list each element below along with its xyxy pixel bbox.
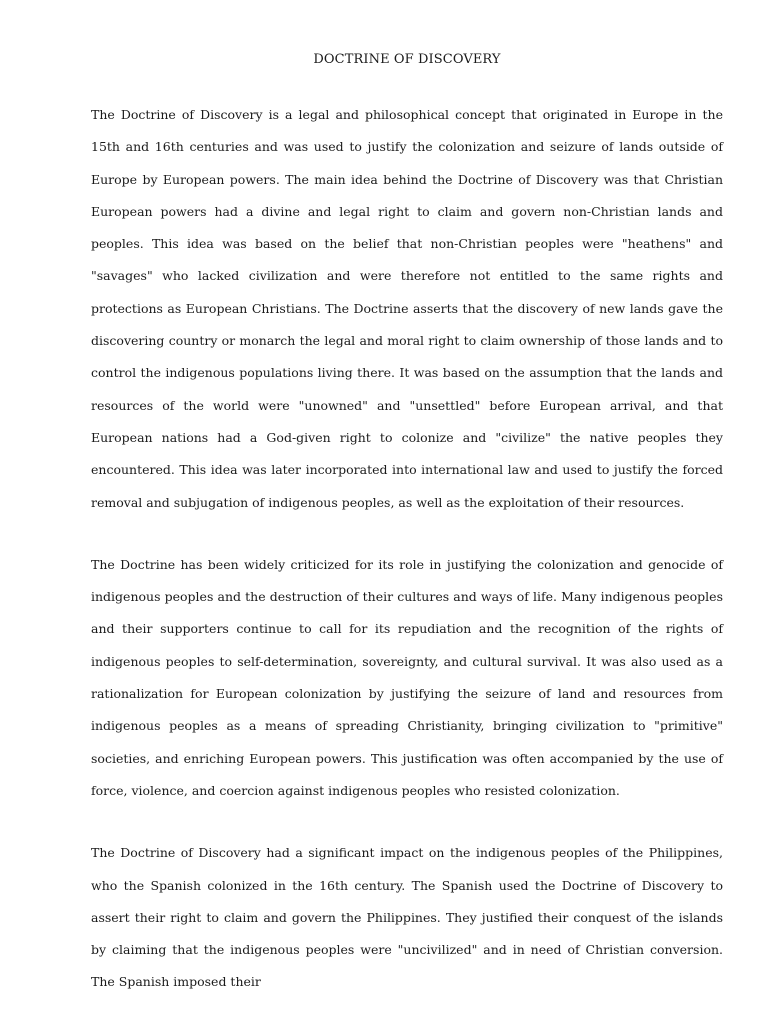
paragraph-intro: The Doctrine of Discovery is a legal and philosophical concept that originated in Europe in the 15th and 16th centuries and was used to justify the colonization and seizure of lands outside of Europe by European powers. The main idea behind the Doctrine of Discovery was that Christian European powers had a divine and legal right to claim and govern non-Christian lands and peoples. This idea was based on the belief that non-Christian peoples were "heathens" and "savages" who lacked civilization and were therefore not entitled to the same rights and protections as European Christians. The Doctrine asserts that the discovery of new lands gave the discovering country or monarch the legal and moral right to claim ownership of those lands and to control the indigenous populations living there. It was based on the assumption that the lands and resources of the world were "unowned" and "unsettled" before European arrival, and that European nations had a God-given right to colonize and "civilize" the native peoples they encountered. This idea was later incorporated into international law and used to justify the forced removal and subjugation of indigenous peoples, as well as the exploitation of their resources. [91, 107, 723, 510]
paragraph-philippines: The Doctrine of Discovery had a significant impact on the indigenous peoples of the Philippines, who the Spanish colonized in the 16th century. The Spanish used the Doctrine of Discovery to assert their right to claim and govern the Philippines. They justified their conquest of the islands by claiming that the indigenous peoples were "uncivilized" and in need of Christian conversion. The Spanish imposed their [91, 845, 723, 990]
document-title: DOCTRINE OF DISCOVERY [313, 52, 501, 67]
paragraph-criticism: The Doctrine has been widely criticized for its role in justifying the colonization and genocide of indigenous peoples and the destruction of their cultures and ways of life. Many indigenous peoples and their supporters continue to call for its repudiation and the recognition of the rights of indigenous peoples to self-determination, sovereignty, and cultural survival. It was also used as a rationalization for European colonization by justifying the seizure of land and resources from indigenous peoples as a means of spreading Christianity, bringing civilization to "primitive" societies, and enriching European powers. This justification was often accompanied by the use of force, violence, and coercion against indigenous peoples who resisted colonization. [91, 556, 723, 798]
